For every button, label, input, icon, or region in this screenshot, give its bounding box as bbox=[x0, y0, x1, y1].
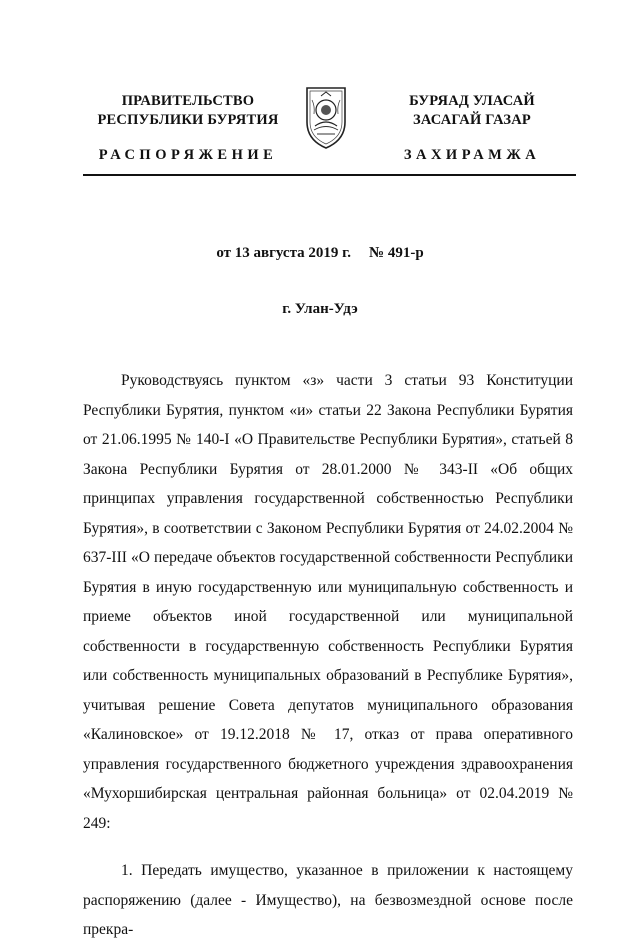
document-date-line bbox=[0, 245, 640, 262]
header-divider bbox=[83, 174, 576, 176]
body-paragraph-1: Руководствуясь пунктом «з» части 3 статьи 93 Конституции Республики Бурятия, пунктом «и» статьи 22 Закона Республики Бурятия от 21.06.1995 № 140-I «О Правительстве Республики Бурятия», статьей 8 Закона Республики Бурятия от 28.01.2000 № 343-II «Об общих принципах управления государственной собственностью Республики Бурятия», в соответствии с Законом Республики Бурятия от 24.02.2004 № 637-III «О передаче объектов государственной собственности Республики Бурятия в иную государственную или муниципальную собственность и приеме объектов иной государственной или муниципальной собственности в государственную собственность Республики Бурятия или собственность муниципальных образований в Республике Бурятия», учитывая решение Совета депутатов муниципального образования «Калиновское» от 19.12.2018 № 17, отказ от права оперативного управления государственного бюджетного учреждения здравоохранения «Мухоршибирская центральная районная больница» от 02.04.2019 № 249: bbox=[83, 372, 573, 832]
document-date: от 13 августа 2019 г. bbox=[216, 245, 352, 261]
header-left-doc-type: РАСПОРЯЖЕНИЕ bbox=[98, 147, 278, 163]
header-right-line1: БУРЯАД УЛАСАЙ bbox=[409, 93, 535, 109]
header-left-line2: РЕСПУБЛИКИ БУРЯТИЯ bbox=[97, 112, 279, 128]
header-right-line2: ЗАСАГАЙ ГАЗАР bbox=[413, 112, 531, 128]
document-number: № 491-р bbox=[369, 245, 424, 261]
header-right-doc-type: ЗАХИРАМЖА bbox=[403, 147, 541, 163]
document-city: г. Улан-Удэ bbox=[282, 301, 358, 317]
body-paragraph-2: 1. Передать имущество, указанное в приложении к настоящему распоряжению (далее - Имущество), на безвозмездной основе после прекра- bbox=[83, 862, 573, 938]
header-left-line1: ПРАВИТЕЛЬСТВО bbox=[121, 93, 255, 109]
document-body bbox=[83, 366, 573, 945]
coat-of-arms-icon bbox=[301, 82, 351, 150]
